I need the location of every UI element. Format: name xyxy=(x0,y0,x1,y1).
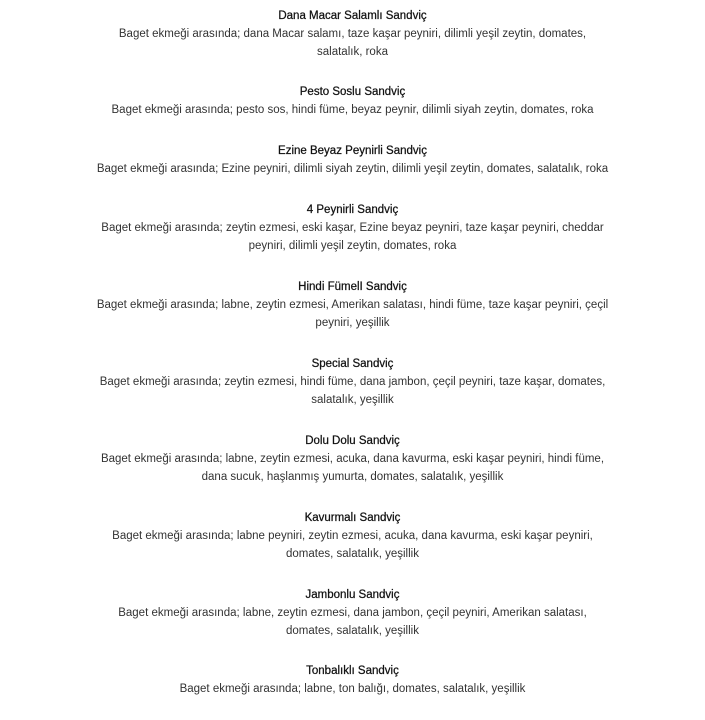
menu-item-description: Baget ekmeği arasında; Ezine peyniri, dilimli siyah zeytin, dilimli yeşil zeytin, domates, salatalık, roka xyxy=(96,163,609,175)
menu-item-description: Baget ekmeği arasında; labne, zeytin ezmesi, acuka, dana kavurma, eski kaşar peyniri, hindi füme, dana sucuk, haşlanmış yumurta, domates, salatalık, yeşillik xyxy=(100,453,605,483)
menu-item-description: Baget ekmeği arasında; zeytin ezmesi, eski kaşar, Ezine beyaz peyniri, taze kaşar peyniri, cheddar peyniri, dilimli yeşil zeytin, domates, roka xyxy=(101,222,604,252)
menu-item-title: Dana Macar Salamlı Sandviç xyxy=(278,10,427,22)
menu-item-title: Hindi FümelI Sandviç xyxy=(298,281,407,293)
menu-item-title: Ezine Beyaz Peynirli Sandviç xyxy=(278,145,427,157)
menu-item-dana-macar-salamli xyxy=(0,7,705,61)
menu-item-title: Pesto Soslu Sandviç xyxy=(299,86,406,98)
menu-item-4-peynirli xyxy=(0,201,705,255)
menu-item-tonbalikli xyxy=(0,662,705,698)
menu-item-title: Dolu Dolu Sandviç xyxy=(305,435,400,447)
menu-item-dolu-dolu xyxy=(0,432,705,486)
menu-item-description: Baget ekmeği arasında; zeytin ezmesi, hindi füme, dana jambon, çeçil peyniri, taze kaşar, domates, salatalık, yeşillik xyxy=(99,376,606,406)
menu-item-special xyxy=(0,355,705,409)
menu-item-hindi-fumeli xyxy=(0,278,705,332)
menu-item-description: Baget ekmeği arasında; labne, zeytin ezmesi, dana jambon, çeçil peyniri, Amerikan salatası, domates, salatalık, yeşillik xyxy=(118,607,587,637)
menu-item-description: Baget ekmeği arasında; labne, zeytin ezmesi, Amerikan salatası, hindi füme, taze kaşar peyniri, çeçil peyniri, yeşillik xyxy=(96,299,609,329)
menu-item-description: Baget ekmeği arasında; dana Macar salamı, taze kaşar peyniri, dilimli yeşil zeytin, domates, salatalık, roka xyxy=(118,28,587,58)
menu-item-ezine-beyaz-peynirli xyxy=(0,142,705,178)
menu-item-title: Jambonlu Sandviç xyxy=(305,589,400,601)
menu-item-description: Baget ekmeği arasında; labne peyniri, zeytin ezmesi, acuka, dana kavurma, eski kaşar peyniri, domates, salatalık, yeşillik xyxy=(112,530,593,560)
menu-item-title: 4 Peynirli Sandviç xyxy=(306,204,399,216)
menu-item-pesto-soslu xyxy=(0,83,705,119)
menu-item-description: Baget ekmeği arasında; labne, ton balığı, domates, salatalık, yeşillik xyxy=(179,683,526,695)
menu-item-title: Kavurmalı Sandviç xyxy=(304,512,401,524)
menu-item-title: Special Sandviç xyxy=(311,358,394,370)
menu-item-title: Tonbalıklı Sandviç xyxy=(306,665,399,677)
menu-item-description: Baget ekmeği arasında; pesto sos, hindi füme, beyaz peynir, dilimli siyah zeytin, domates, roka xyxy=(111,104,594,116)
menu-item-jambonlu xyxy=(0,586,705,640)
menu-item-kavurmali xyxy=(0,509,705,563)
